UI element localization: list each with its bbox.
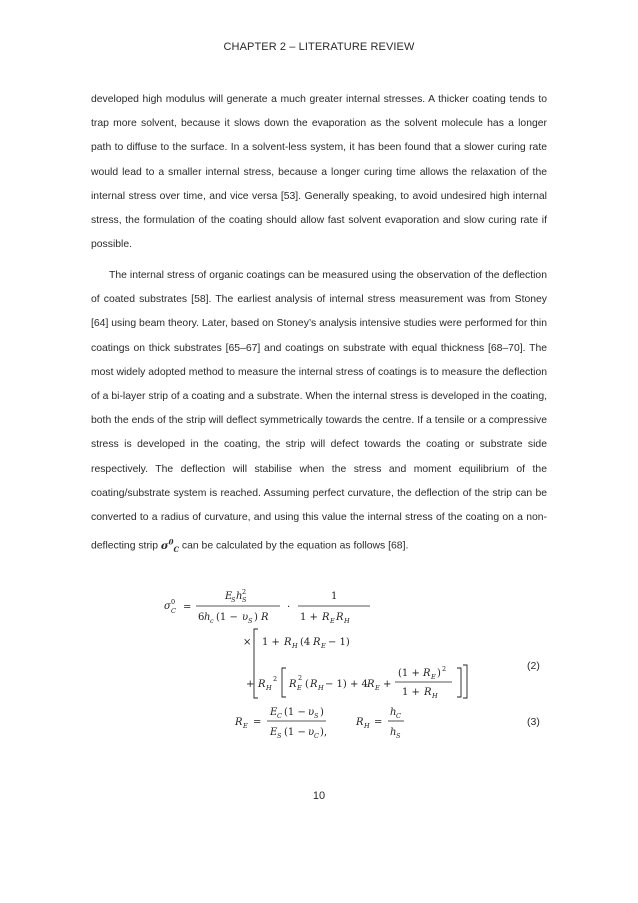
equation-3-number: (3) [527, 716, 540, 728]
svg-text:H: H [266, 684, 272, 692]
svg-text:S: S [396, 732, 401, 740]
svg-text:=: = [253, 717, 262, 728]
svg-text:E: E [431, 673, 436, 681]
svg-text:R: R [356, 717, 364, 728]
svg-text:R: R [284, 637, 292, 648]
svg-text:R: R [322, 612, 330, 623]
svg-text:(4: (4 [300, 637, 311, 648]
paragraph-2 [91, 264, 547, 562]
svg-text:),: ), [320, 727, 328, 738]
svg-text:+: + [246, 679, 255, 690]
svg-text:+: + [383, 679, 392, 690]
svg-text:1: 1 [331, 591, 338, 602]
paragraph-2-end: can be calculated by the equation as follows [68]. [181, 540, 409, 552]
svg-text:R: R [424, 687, 432, 698]
svg-text:h: h [390, 707, 397, 718]
svg-text:h: h [204, 612, 211, 623]
svg-text:E: E [330, 617, 335, 625]
svg-text:S: S [231, 596, 236, 604]
svg-text:S: S [277, 732, 282, 740]
svg-text:h: h [236, 591, 243, 602]
svg-text:E: E [297, 684, 302, 692]
svg-text:R: R [367, 679, 375, 690]
svg-text:H: H [292, 642, 298, 650]
svg-text:υ: υ [308, 707, 315, 718]
svg-text:): ) [320, 707, 324, 718]
svg-text:=: = [374, 717, 383, 728]
svg-text:R: R [258, 679, 266, 690]
svg-text:R: R [235, 717, 243, 728]
svg-text:2: 2 [442, 665, 447, 673]
svg-text:C: C [314, 732, 319, 740]
svg-text:S: S [242, 596, 247, 604]
paragraph-2-text: The internal stress of organic coatings can be measured using the observation of the deflection of coated substrates [58]. The earliest analysis of internal stress measurement was from Stoney [64] using beam theory. Later, based on Stoney’s analysis intensive studies were performed for thin coatings on thick substrates [65–67] and coatings on substrate with equal thickness [68–70]. The most widely adopted method to measure the internal stress of coatings is to measure the deflection of a bi-layer strip of a coating and a substrate. When the internal stress is developed in the coating, both the ends of the strip will deflect symmetrically towards the centre. If a tensile or a compressive stress is developed in the coating, the strip will defect towards the coating or substrate side respectively. The deflection will stabilise when the stress and moment equilibrium of the coating/substrate system is reached. Assuming perfect curvature, the deflection of the strip can be converted to a radius of curvature, and using this value the internal stress of the coating on a non-deflecting strip [91, 270, 547, 552]
svg-text:− 1) + 4: − 1) + 4 [325, 679, 368, 690]
svg-text:− 1): − 1) [328, 637, 350, 648]
svg-text:1 +: 1 + [262, 637, 280, 648]
svg-text:·: · [287, 602, 291, 613]
svg-text:R: R [261, 612, 269, 623]
page-number: 10 [312, 790, 326, 802]
svg-text:E: E [375, 684, 380, 692]
svg-text:(1 −: (1 − [284, 707, 306, 718]
svg-text:υ: υ [308, 727, 315, 738]
internal-stress-symbol: $\sigma^0_C$ [160, 537, 180, 554]
equation-block [150, 585, 550, 745]
svg-text:h: h [390, 727, 397, 738]
svg-text:(: ( [305, 679, 309, 690]
running-header: CHAPTER 2 – LITERATURE REVIEW [223, 41, 415, 53]
svg-text:2: 2 [273, 675, 278, 683]
svg-text:×: × [243, 637, 252, 648]
paragraph-1: developed high modulus will generate a much greater internal stresses. A thicker coating tends to trap more solvent, because it slows down the evaporation as the solvent molecule has a longer path to diffuse to the surface. In a solvent-less system, it has been found that a slower curing rate would lead to a smaller internal stress, because a longer curing time allows the relaxation of the internal stress over time, and vice versa [53]. Generally speaking, to avoid undesired high internal stress, the formulation of the coating should allow fast solvent evaporation and slow curing rate if possible. [91, 94, 547, 251]
svg-text:0: 0 [171, 598, 176, 606]
svg-text:H: H [318, 684, 324, 692]
svg-text:C: C [396, 712, 401, 720]
svg-text:H: H [364, 722, 370, 730]
svg-text:2: 2 [298, 674, 303, 682]
svg-text:C: C [277, 712, 282, 720]
svg-text:(1 +: (1 + [398, 668, 420, 679]
svg-text:E: E [225, 591, 233, 602]
svg-text:E: E [321, 642, 326, 650]
svg-text:C: C [171, 607, 176, 615]
svg-text:S: S [248, 617, 253, 625]
svg-text:H: H [344, 617, 350, 625]
svg-text:2: 2 [242, 588, 247, 596]
svg-text:=: = [183, 602, 192, 613]
svg-text:(1 −: (1 − [284, 727, 306, 738]
svg-text:υ: υ [242, 612, 249, 623]
svg-text:): ) [437, 668, 441, 679]
svg-text:c: c [210, 617, 214, 625]
svg-text:R: R [289, 679, 297, 690]
svg-text:R: R [313, 637, 321, 648]
svg-text:σ: σ [164, 601, 171, 612]
svg-text:E: E [243, 722, 248, 730]
svg-text:1 +: 1 + [402, 687, 420, 698]
svg-text:): ) [254, 612, 258, 623]
svg-text:S: S [314, 712, 319, 720]
svg-text:(1 −: (1 − [216, 612, 238, 623]
svg-text:1 +: 1 + [300, 612, 318, 623]
svg-text:H: H [432, 692, 438, 700]
svg-text:E: E [270, 707, 278, 718]
svg-text:6: 6 [198, 612, 205, 623]
equation-2-number: (2) [527, 660, 540, 672]
svg-text:R: R [310, 679, 318, 690]
svg-text:R: R [423, 668, 431, 679]
svg-text:E: E [270, 727, 278, 738]
svg-text:R: R [336, 612, 344, 623]
